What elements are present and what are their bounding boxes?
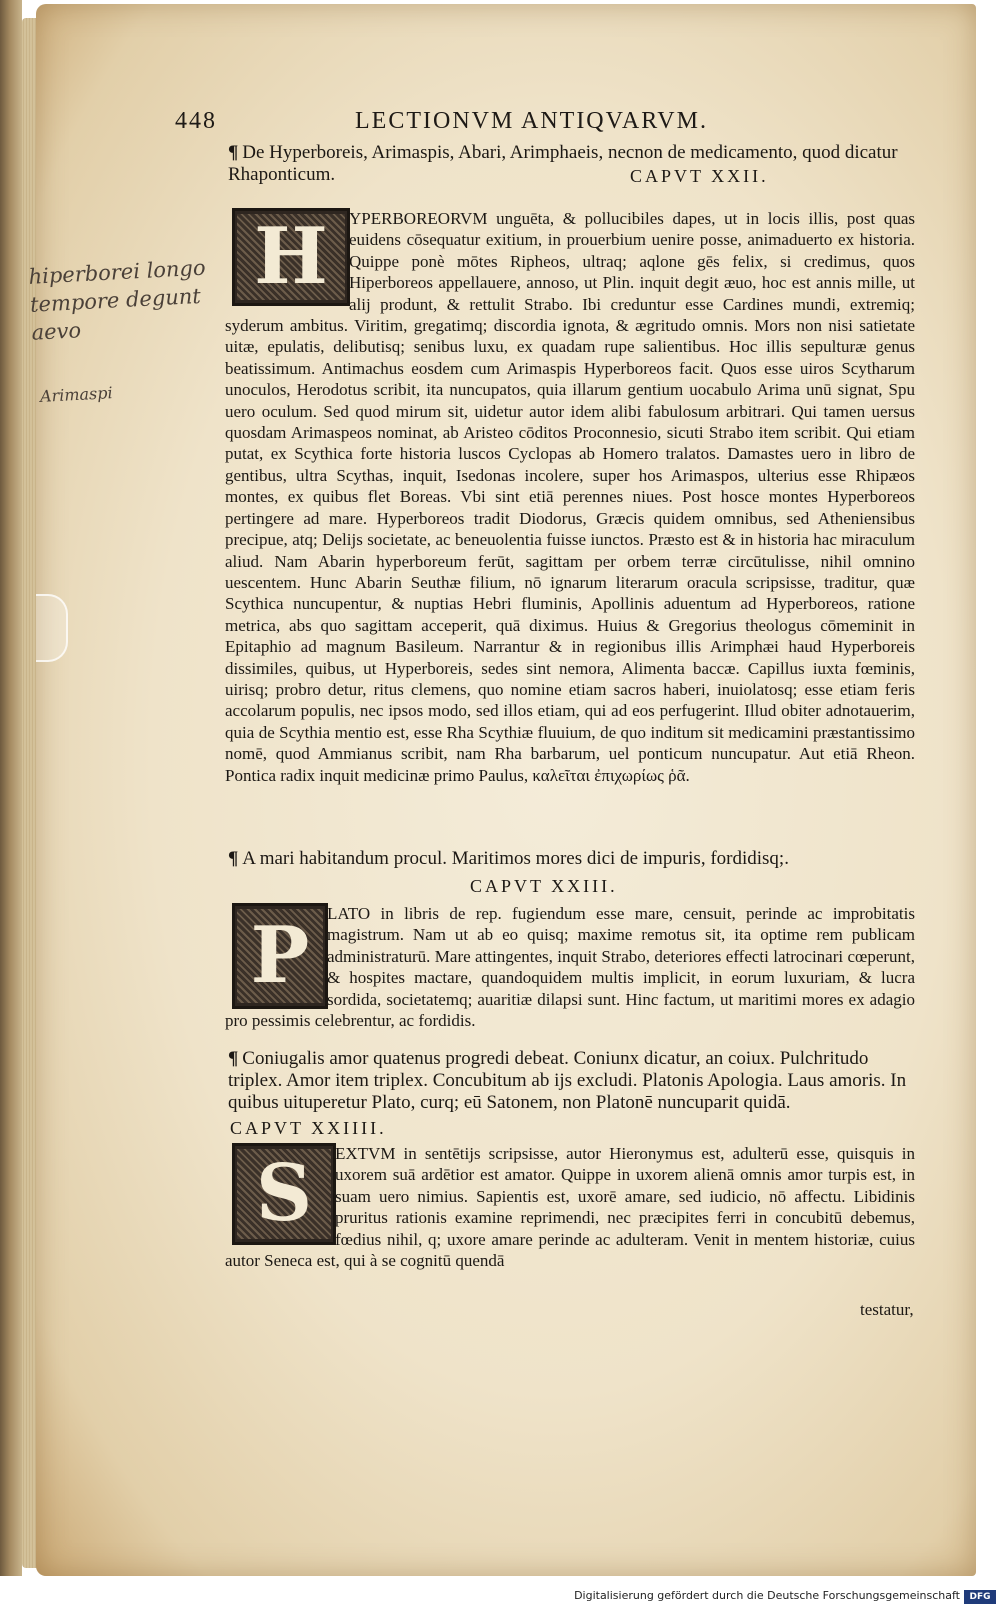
chapter-22-lead-word: YPERBOREORVM [349,209,488,228]
dropcap-letter: H [254,211,328,302]
dropcap-spacer [225,903,327,1009]
footer [0,1576,1000,1608]
margin-note-arimaspi: Arimaspi [39,383,114,406]
dropcap-spacer [225,208,349,308]
chapter-23-heading-text: A mari habitandum procul. Maritimos mores dici de impuris, fordidisq;. [242,848,789,869]
chapter-22-caput: CAPVT XXII. [630,166,769,186]
page-number: 448 [175,108,217,134]
pilcrow-icon: ¶ [228,848,239,869]
chapter-22-heading [228,142,918,186]
chapter-23-lead-word: LATO [327,904,371,923]
pilcrow-icon: ¶ [228,142,239,163]
chapter-24-lead-word: EXTVM [335,1144,396,1163]
chapter-24-heading [228,1048,918,1118]
chapter-22-text: unguēta, & pollucibiles dapes, ut in locis illis, post quas euidens cōsequatur exitium, in prouerbium uenire posse, animaduerto ex historia. Quippe ponè mōtes Ripheos, ultraq; aqlone gēs felix, si credimus, quos Hiperboreos appellauere, annoso, ut Plin. inquit degit æuo, hoc est annis mille, ut alij produnt, & rettulit Strabo. Ibi creduntur esse Cardines mundi, extremiq; syderum ambitus. Viritim, gregatimq; discordia ignota, & ægritudo omnis. Mors non nisi satietate uitæ, epulatis, delibutisq; senibus luxu, ex quadam rupe salientibus. Hoc illis sepulturæ genus beatissimum. Antimachus eosdem cum Arimaspis Hyperboreos facit. Quos esse uiros Scytharum unoculos, Herodotus scribit, ita nuncupatos, quia illarum gentium uocabulo Arima unū signat, Spu uero oculum. Sed quod mirum sit, uidetur autor idem alibi fabulosum arbitrari. Qui tamen uersus quosdam Arimaspeos nominat, ab Aristeo cōditos Proconnesio, sicuti Strabo item scribit. Qui etiam putat, ex Scythica forte historia luscos Cyclopas ab Homero tralatos. Damastes uero in libro de gentibus, ultra Scythas, inquit, Isedonas incolere, super hos Arimaspos, ulterius esse Rhipæos montes, ex quibus flet Boreas. Vbi sint etiā perennes niues. Post hosce montes Hyperboreos pertingere ad mare. Hyperboreos tradit Diodorus, Græcis quidem omnibus, sed Atheniensibus precipue, atq; Delijs societate, ac beneuolentia fuisse iunctos. Præsto est & in historia hac miraculum aliud. Nam Abarin hyperboreum ferūt, sagittam per orbem terræ circūtulisse, nihil omnino uescentem. Hunc Abarin Seuthæ filium, nō ignarum literarum oracula scripsisse, traditur, quæ Scythica nuncupentur, & nuptias Hebri fluminis, Apollinis aduentum ad Hyperboreos, ratione metrica, abs quo sagittam acceperit, quā diximus. Huius & Gregorius theologus cōmeminit in Epitaphio ad magnum Basileum. Narrantur & in regionibus illis Arimphæi haud Hyperboreis dissimiles, quibus, ut Hyperboreis, sedes sint nemora, Alimenta baccæ. Capillus iuxta fœminis, uirisq; probro detur, ritus clemens, quo nomine etiam sacros haberi, inuiolatosq; esse etiam feris accolarum populis, nec ipsos modo, sed illos etiam, qui ad eos perfugerint. Illud obiter adnotauerim, quia de Scythia mentio est, esse Rha Scythiæ fluuium, de quo inditum sit medicamini præstantissimo nomē, quod Ammianus scribit, nam Rha barbarum, uel ponticum nuncupatur. Aut etiā Rheon. Pontica radix inquit medicinæ primo Paulus, καλεῖται ἐπιχωρίως ῥᾶ. [225,209,915,785]
dropcap-letter: S [255,1147,313,1239]
chapter-24-heading-text: Coniugalis amor quatenus progredi debeat. Coniunx dicatur, an coiux. Pulchritudo triplex. Amor item triplex. Concubitum ab ijs excludi. Platonis Apologia. Laus amoris. In quibus uituperetur Plato, curq; eū Satonem, non Platonē nuncuparit quidā. [228,1048,907,1113]
running-title: LECTIONVM ANTIQVARVM. [355,108,708,134]
dropcap-letter: P [250,910,310,1001]
chapter-24-text: in sentētijs scripsisse, autor Hieronymus est, adulterū esse, quisquis in uxorem suā ardētior est amator. Quippe in uxorem alienā omnis amor turpis est, in suam uero nimius. Sapientis est, uxorē amare, sed iudicio, nō affectu. Libidinis pruritus rationis examine reprimendi, nec præcipites ferri in concubitū debemus, fœdius nihil, q; uxore amare perinde ac adulteram. Venit in mentem historiæ, cuius autor Seneca est, qui à se cognitū quendā [225,1144,915,1271]
chapter-23-heading [228,848,918,870]
chapter-22-heading-text: De Hyperboreis, Arimaspis, Abari, Arimphaeis, necnon de medicamento, quod dicatur Rhaponticum. [228,142,898,185]
pilcrow-icon: ¶ [228,1048,239,1069]
book-spine [0,0,22,1608]
page-clip [36,594,68,662]
dfg-logo-icon: DFG [964,1590,996,1604]
chapter-23-caput: CAPVT XXIII. [470,876,618,896]
chapter-24-body [225,1143,915,1293]
chapter-22-body [225,208,915,838]
margin-note-hyperborei: hiperborei longo tempore degunt aevo [28,255,207,345]
footer-credit: Digitalisierung gefördert durch die Deutsche Forschungsgemeinschaft [574,1589,960,1602]
chapter-24-caput: CAPVT XXIIII. [230,1118,387,1138]
dropcap-spacer [225,1143,335,1245]
chapter-23-body [225,903,915,1038]
catchword: testatur, [860,1300,914,1319]
chapter-23-text: in libris de rep. fugiendum esse mare, censuit, perinde ac improbitatis magistrum. Nam ut ab eo quisq; maxime remotus sit, ita optime rem publicam administraturū. Mare attingentes, inquit Strabo, deteriores effecti latrocinari cœperunt, & hospites mactare, quandoquidem multis implicit, in eorum luxuriam, & lucra sordida, societatemq; auaritiæ dilapsi sunt. Hinc factum, ut maritimi mores ex adagio pro pessimis celebrentur, ac fordidis. [225,904,915,1031]
